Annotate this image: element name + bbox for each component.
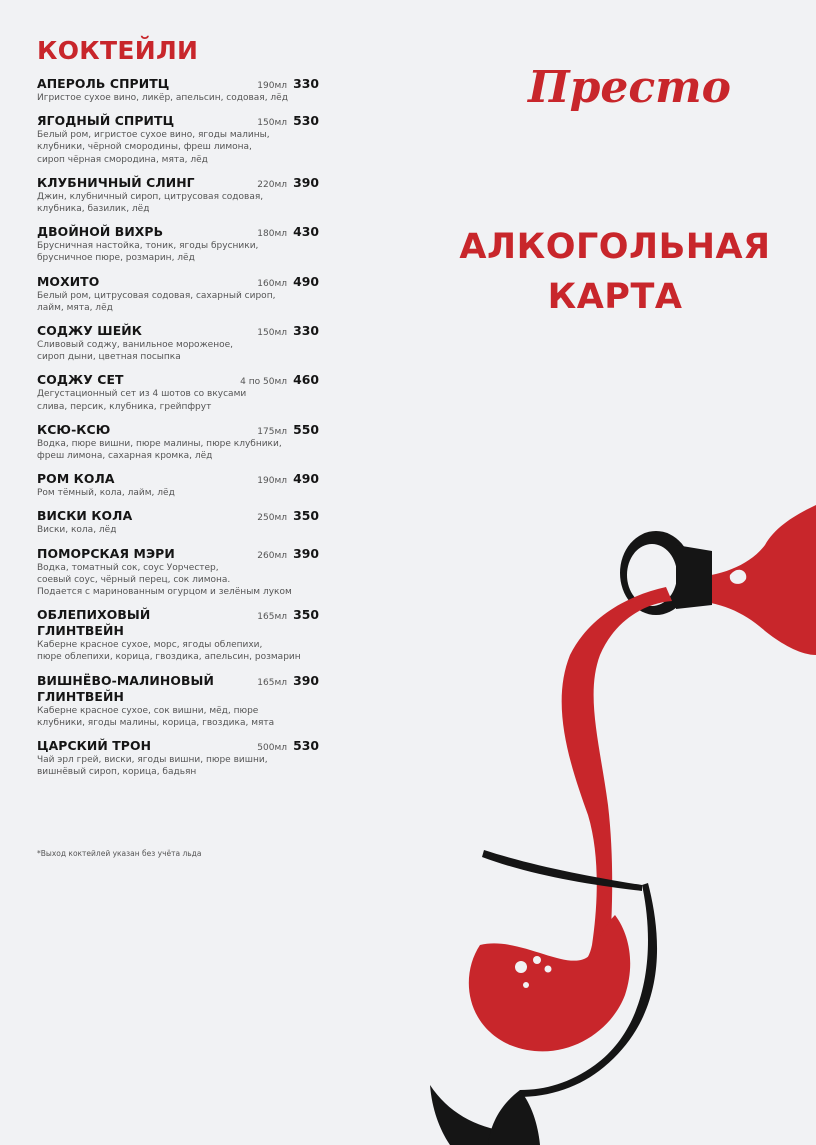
item-volume: 165мл <box>257 677 287 688</box>
item-description: Виски, кола, лёд <box>37 525 117 536</box>
title-line-2: КАРТА <box>547 277 683 317</box>
item-price: 490 <box>293 471 319 487</box>
menu-item <box>37 274 319 314</box>
item-name: АПЕРОЛЬ СПРИТЦ <box>37 76 170 91</box>
item-name: ДВОЙНОЙ ВИХРЬ <box>37 224 164 240</box>
item-description: Джин, клубничный сироп, цитрусовая содовая, клубника, базилик, лёд <box>37 191 264 215</box>
item-volume: 500мл <box>257 743 287 754</box>
item-name: ЯГОДНЫЙ СПРИТЦ <box>37 113 175 129</box>
item-price: 530 <box>293 738 319 754</box>
menu-item-row <box>37 471 319 487</box>
item-volume: 190мл <box>257 476 287 487</box>
item-price: 330 <box>293 323 319 339</box>
item-volume: 180мл <box>257 229 287 240</box>
item-volume: 150мл <box>257 328 287 339</box>
item-description: Брусничная настойка, тоник, ягоды брусники, брусничное пюре, розмарин, лёд <box>37 241 259 264</box>
presto-logo <box>520 50 732 130</box>
item-volume: 160мл <box>257 278 287 289</box>
item-description: Сливовый соджу, ванильное мороженое, сироп дыни, цветная посыпка <box>37 340 233 363</box>
wine-in-glass <box>469 915 630 1051</box>
menu-item <box>37 175 319 215</box>
item-description: Водка, томатный сок, соус Уорчестер, соевый соус, чёрный перец, сок лимона. Подается с маринованным огурцом и зелёным луком <box>37 562 292 598</box>
menu-item-row <box>37 372 319 388</box>
item-price: 350 <box>293 607 319 623</box>
menu-item <box>37 673 319 729</box>
menu-item-row <box>37 546 319 562</box>
item-price: 490 <box>293 273 319 289</box>
item-description: Белый ром, игристое сухое вино, ягоды малины, клубники, чёрной смородины, фреш лимона, сироп чёрная смородина, мята, лёд <box>37 130 270 165</box>
item-volume: 165мл <box>257 612 287 623</box>
bottle-neck <box>676 545 712 609</box>
item-name: МОХИТО <box>37 273 100 289</box>
menu-item <box>37 372 319 412</box>
item-description: Игристое сухое вино, ликёр, апельсин, содовая, лёд <box>37 93 288 103</box>
menu-item-row <box>37 323 319 339</box>
menu-item <box>37 224 319 264</box>
item-volume: 250мл <box>257 513 287 524</box>
item-volume: 260мл <box>257 550 287 561</box>
item-price: 430 <box>293 224 319 240</box>
item-volume: 150мл <box>257 118 287 129</box>
item-volume: 190мл <box>257 81 287 91</box>
wine-bubble <box>533 956 541 964</box>
wine-bubble <box>545 966 552 973</box>
item-name: КСЮ-КСЮ <box>37 421 111 437</box>
item-volume: 175мл <box>257 426 287 437</box>
item-description: Водка, пюре вишни, пюре малины, пюре клубники, фреш лимона, сахарная кромка, лёд <box>37 438 282 462</box>
wine-bottle-pouring-into-glass-icon <box>420 505 816 1145</box>
item-name: РОМ КОЛА <box>37 471 115 487</box>
item-name: СОДЖУ ШЕЙК <box>37 323 142 339</box>
menu-item-row <box>37 607 319 639</box>
item-price: 390 <box>293 174 319 190</box>
item-name: ЦАРСКИЙ ТРОН <box>37 738 152 754</box>
brand-text: Престо <box>528 62 732 113</box>
item-description: Чай эрл грей, виски, ягоды вишни, пюре вишни, вишнёвый сироп, корица, бадьян <box>37 755 268 778</box>
item-description: Дегустационный сет из 4 шотов со вкусами слива, персик, клубника, грейпфрут <box>37 389 247 412</box>
menu-item <box>37 738 319 778</box>
item-price: 550 <box>293 421 319 437</box>
item-name: ВИСКИ КОЛА <box>37 508 133 524</box>
footnote: *Выход коктейлей указан без учёта льда <box>37 849 202 858</box>
item-volume: 4 по 50мл <box>240 377 287 388</box>
menu-item <box>37 546 319 599</box>
item-price: 460 <box>293 372 319 388</box>
wine-bubble <box>515 961 527 973</box>
page-title <box>420 222 810 322</box>
item-name: ОБЛЕПИХОВЫЙ ГЛИНТВЕЙН <box>37 607 151 639</box>
menu-item <box>37 422 319 462</box>
item-description: Каберне красное сухое, морс, ягоды облепихи, пюре облепихи, корица, гвоздика, апельсин, розмарин <box>37 640 301 663</box>
title-line-1: АЛКОГОЛЬНАЯ <box>459 227 771 267</box>
splash-drop <box>766 517 778 529</box>
menu-item <box>37 323 319 363</box>
menu-item-row <box>37 738 319 754</box>
menu-item-row <box>37 76 319 92</box>
menu-item <box>37 471 319 499</box>
menu-items-list <box>37 76 319 778</box>
glass-rim <box>482 850 642 891</box>
item-description: Белый ром, цитрусовая содовая, сахарный сироп, лайм, мята, лёд <box>37 290 276 313</box>
item-volume: 220мл <box>257 179 287 190</box>
menu-item-row <box>37 673 319 705</box>
item-name: СОДЖУ СЕТ <box>37 372 124 388</box>
cocktail-menu <box>37 36 319 787</box>
glass-base <box>488 1090 540 1145</box>
menu-item <box>37 607 319 663</box>
item-name: ПОМОРСКАЯ МЭРИ <box>37 545 175 561</box>
item-name: ВИШНЁВО-МАЛИНОВЫЙ ГЛИНТВЕЙН <box>37 672 214 704</box>
section-title: КОКТЕЙЛИ <box>37 36 199 65</box>
item-description: Ром тёмный, кола, лайм, лёд <box>37 488 175 499</box>
menu-item <box>37 113 319 166</box>
item-price: 330 <box>293 76 319 91</box>
menu-item-row <box>37 274 319 290</box>
item-price: 390 <box>293 672 319 688</box>
menu-item <box>37 508 319 536</box>
menu-item-row <box>37 113 319 129</box>
item-description: Каберне красное сухое, сок вишни, мёд, пюре клубники, ягоды малины, корица, гвоздика, мята <box>37 705 275 728</box>
item-price: 350 <box>293 508 319 524</box>
menu-item-row <box>37 508 319 524</box>
menu-item-row <box>37 175 319 191</box>
menu-item-row <box>37 224 319 240</box>
menu-item <box>37 76 319 104</box>
item-name: КЛУБНИЧНЫЙ СЛИНГ <box>37 174 195 190</box>
menu-item-row <box>37 422 319 438</box>
item-price: 390 <box>293 545 319 561</box>
wine-bubble <box>523 982 529 988</box>
item-price: 530 <box>293 113 319 129</box>
